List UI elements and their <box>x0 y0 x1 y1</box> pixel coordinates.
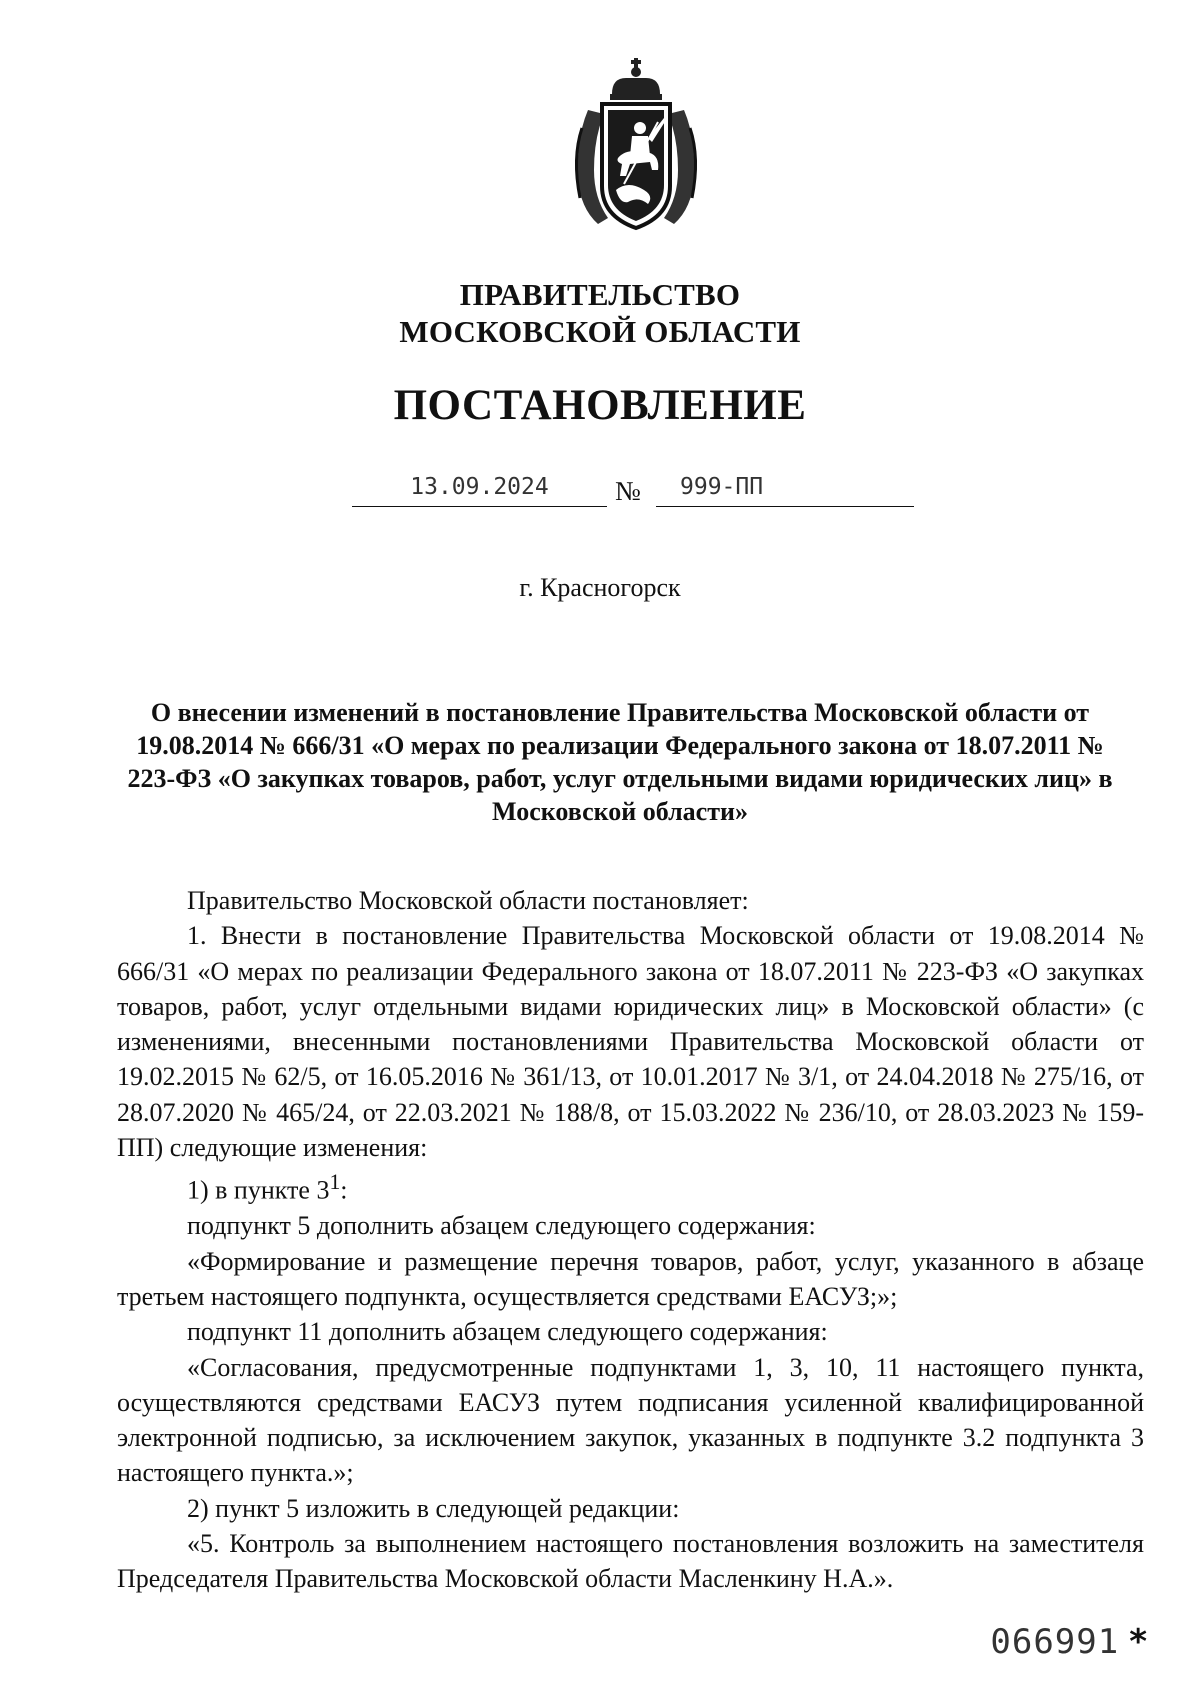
superscript: 1 <box>329 1170 341 1195</box>
authority-title-line2: МОСКОВСКОЙ ОБЛАСТИ <box>399 314 801 349</box>
serial-digits: 066991 <box>990 1622 1120 1662</box>
subitem-1-text: 1) в пункте 3 <box>187 1176 330 1206</box>
document-number: 999-ПП <box>680 474 764 500</box>
paragraph-subpoint-5: подпункт 5 дополнить абзацем следующего содержания: <box>187 1211 816 1241</box>
paragraph-quote-3: «5. Контроль за выполнением настоящего постановления возложить на заместителя Председателя Правительства Московской области Масленкину Н.А.». <box>117 1529 1144 1594</box>
number-sign: № <box>615 476 641 506</box>
city: г. Красногорск <box>519 573 681 602</box>
serial-number <box>990 1622 1148 1662</box>
document-subject: О внесении изменений в постановление Правительства Московской области от 19.08.2014 № 666/31 «О мерах по реализации Федерального закона от 18.07.2011 № 223-ФЗ «О закупках товаров, работ, услуг отдельными видами юридических лиц» в Московской области» <box>127 698 1113 826</box>
paragraph-preamble: Правительство Московской области постановляет: <box>187 886 749 915</box>
paragraph-quote-2: «Согласования, предусмотренные подпунктами 1, 3, 10, 11 настоящего пункта, осуществляются средствами ЕАСУЗ путем подписания усиленной квалифицированной электронной подписью, за исключением закупок, указанных в подпункте 3.2 подпункта 3 настоящего пункта.»; <box>117 1352 1144 1488</box>
paragraph-subitem-2: 2) пункт 5 изложить в следующей редакции: <box>187 1493 680 1523</box>
document-type: ПОСТАНОВЛЕНИЕ <box>393 382 807 429</box>
paragraph-quote-1: «Формирование и размещение перечня товаров, работ, услуг, указанного в абзаце третьем настоящего подпункта, осуществляется средствами ЕАСУЗ;»; <box>117 1246 1144 1311</box>
coat-of-arms-icon <box>568 58 704 234</box>
document-number-field <box>656 470 914 507</box>
document-date: 13.09.2024 <box>352 470 607 507</box>
subitem-1-colon: : <box>340 1176 348 1206</box>
paragraph-item-1: 1. Внести в постановление Правительства Московской области от 19.08.2014 № 666/31 «О мерах по реализации Федерального закона от 18.07.2011 № 223-ФЗ «О закупках товаров, работ, услуг отдельными видами юридических лиц» в Московской области» (с изменениями, внесенными постановлениями Правительства Московской области от 19.02.2015 № 62/5, от 16.05.2016 № 361/13, от 10.01.2017 № 3/1, от 24.04.2018 № 275/16, от 28.07.2020 № 465/24, от 22.03.2021 № 188/8, от 15.03.2022 № 236/10, от 28.03.2023 № 159-ПП) следующие изменения: <box>117 921 1144 1163</box>
date-number-line <box>0 470 1200 510</box>
paragraph-subitem-1 <box>117 1165 1144 1208</box>
asterisk-mark: * <box>1129 1622 1148 1662</box>
document-body <box>117 883 1144 1597</box>
authority-title-line1: ПРАВИТЕЛЬСТВО <box>459 277 741 312</box>
paragraph-subpoint-11: подпункт 11 дополнить абзацем следующего содержания: <box>187 1317 828 1347</box>
